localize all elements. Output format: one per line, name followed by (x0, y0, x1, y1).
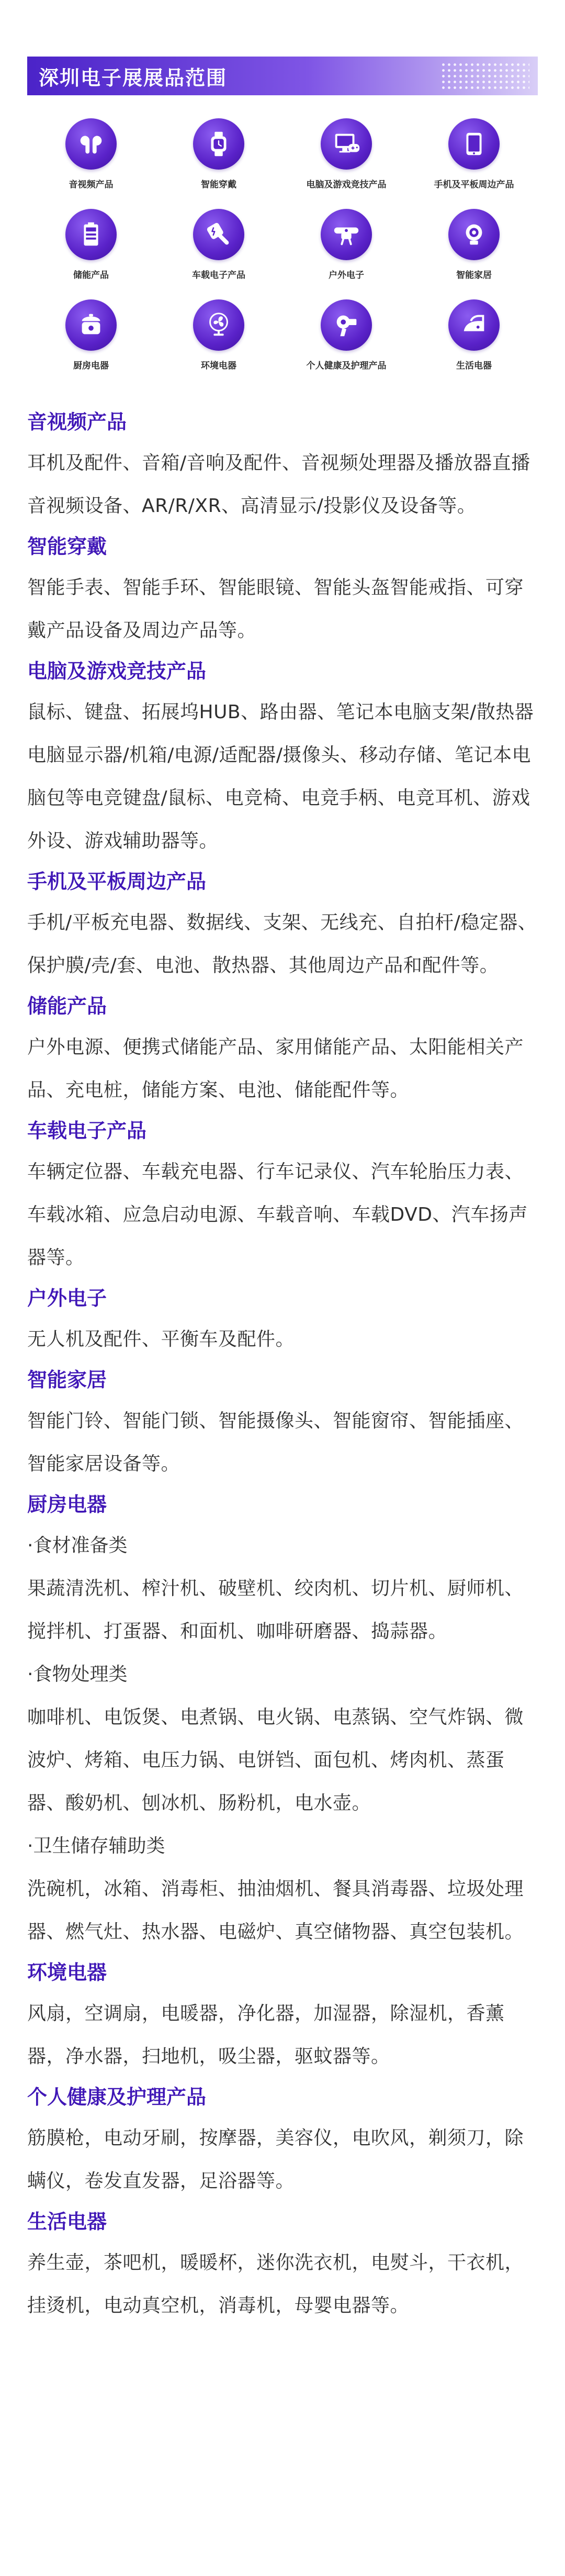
section-car-electronics (27, 1116, 538, 1279)
section-text: 手机/平板充电器、数据线、支架、无线充、自拍杆/稳定器、保护膜/壳/套、电池、散热器、其他周边产品和配件等。 (27, 912, 537, 976)
category-label: 厨房电器 (73, 361, 109, 371)
section-home-appliances (27, 2207, 538, 2327)
category-smart-home[interactable] (410, 200, 538, 291)
category-energy-storage[interactable] (27, 200, 155, 291)
category-label: 储能产品 (73, 270, 109, 281)
category-label: 音视频产品 (69, 180, 114, 190)
subsection-label: ·食材准备类 (27, 1535, 128, 1556)
section-text: 筋膜枪，电动牙刷，按摩器，美容仪，电吹风，剃须刀，除螨仪，卷发直发器，足浴器等。 (27, 2127, 524, 2192)
battery-icon (65, 209, 117, 260)
section-heading: 电脑及游戏竞技产品 (27, 660, 207, 683)
section-text: 咖啡机、电饭煲、电煮锅、电火锅、电蒸锅、空气炸锅、微波炉、烤箱、电压力锅、电饼铛、面包机、烤肉机、蒸蛋器、酸奶机、刨冰机、肠粉机，电水壶。 (27, 1707, 524, 1814)
section-heading: 智能穿戴 (27, 535, 107, 558)
category-label: 智能穿戴 (201, 180, 236, 190)
monitor-gamepad-icon (321, 118, 372, 170)
section-heading: 个人健康及护理产品 (27, 2086, 207, 2109)
section-heading: 储能产品 (27, 995, 107, 1018)
category-car-electronics[interactable] (155, 200, 282, 291)
section-wearables (27, 532, 538, 652)
earbuds-icon (65, 118, 117, 170)
category-home-appliances[interactable] (410, 291, 538, 382)
drone-icon (321, 209, 372, 260)
page-title: 深圳电子展展品范围 (39, 66, 228, 90)
iron-icon (448, 299, 500, 351)
subsection-label: ·食物处理类 (27, 1664, 128, 1685)
section-heading: 环境电器 (27, 1961, 107, 1984)
category-label: 户外电子 (329, 270, 364, 281)
section-text: 果蔬清洗机、榨汁机、破壁机、绞肉机、切片机、厨师机、搅拌机、打蛋器、和面机、咖啡研磨器、捣蒜器。 (27, 1578, 524, 1642)
category-kitchen-appliances[interactable] (27, 291, 155, 382)
section-kitchen-appliances (27, 1490, 538, 1954)
category-audio-video[interactable] (27, 110, 155, 200)
category-computer-gaming[interactable] (282, 110, 410, 200)
section-text: 洗碗机，冰箱、消毒柜、抽油烟机、餐具消毒器、垃圾处理器、燃气灶、热水器、电磁炉、真空储物器、真空包装机。 (27, 1878, 524, 1943)
section-heading: 户外电子 (27, 1287, 107, 1310)
category-label: 电脑及游戏竞技产品 (306, 180, 387, 190)
category-mobile-accessories[interactable] (410, 110, 538, 200)
car-charger-icon (193, 209, 244, 260)
category-label: 手机及平板周边产品 (434, 180, 514, 190)
section-heading: 音视频产品 (27, 410, 127, 433)
section-smart-home (27, 1365, 538, 1486)
section-text: 车辆定位器、车载充电器、行车记录仪、汽车轮胎压力表、车载冰箱、应急启动电源、车载音响、车载DVD、汽车扬声器等。 (27, 1161, 528, 1268)
category-wearables[interactable] (155, 110, 282, 200)
category-health-personal-care[interactable] (282, 291, 410, 382)
section-heading: 车载电子产品 (27, 1119, 147, 1142)
section-computer-gaming (27, 656, 538, 863)
section-heading: 厨房电器 (27, 1493, 107, 1516)
category-label: 车载电子产品 (192, 270, 245, 281)
smartwatch-icon (193, 118, 244, 170)
section-heading: 生活电器 (27, 2210, 107, 2233)
category-details (27, 403, 538, 2327)
section-environment-appliances (27, 1958, 538, 2078)
category-label: 生活电器 (456, 361, 492, 371)
section-text: 养生壶，茶吧机，暖暖杯，迷你洗衣机，电熨斗，干衣机，挂烫机，电动真空机，消毒机，母婴电器等。 (27, 2252, 524, 2316)
section-heading: 手机及平板周边产品 (27, 870, 207, 893)
category-label: 智能家居 (456, 270, 492, 281)
title-banner (27, 57, 538, 95)
section-audio-video (27, 407, 538, 528)
subsection-label: ·卫生储存辅助类 (27, 1835, 165, 1857)
category-label: 个人健康及护理产品 (306, 361, 387, 371)
tablet-icon (448, 118, 500, 170)
section-text: 风扇，空调扇，电暖器，净化器，加湿器，除湿机，香薰器，净水器，扫地机，吸尘器，驱蚊器等。 (27, 2003, 505, 2067)
section-mobile-accessories (27, 867, 538, 987)
section-text: 耳机及配件、音箱/音响及配件、音视频处理器及播放器直播音视频设备、AR/R/XR、高清显示/投影仪及设备等。 (27, 452, 530, 517)
section-text: 智能手表、智能手环、智能眼镜、智能头盔智能戒指、可穿戴产品设备及周边产品等。 (27, 577, 524, 641)
hair-dryer-icon (321, 299, 372, 351)
section-health-personal-care (27, 2082, 538, 2203)
category-icon-grid (27, 110, 538, 382)
category-label: 环境电器 (201, 361, 236, 371)
section-text: 鼠标、键盘、拓展坞HUB、路由器、笔记本电脑支架/散热器电脑显示器/机箱/电源/适配器/摄像头、移动存储、笔记本电脑包等电竞键盘/鼠标、电竞椅、电竞手柄、电竞耳机、游戏外设、游戏辅助器等。 (27, 701, 534, 852)
dot-pattern-decoration (440, 62, 529, 90)
rice-cooker-icon (65, 299, 117, 351)
camera-home-icon (448, 209, 500, 260)
category-outdoor-electronics[interactable] (282, 200, 410, 291)
section-text: 无人机及配件、平衡车及配件。 (27, 1329, 295, 1350)
section-heading: 智能家居 (27, 1368, 107, 1391)
category-environment-appliances[interactable] (155, 291, 282, 382)
section-energy-storage (27, 991, 538, 1112)
fan-icon (193, 299, 244, 351)
section-outdoor-electronics (27, 1284, 538, 1361)
section-text: 户外电源、便携式储能产品、家用储能产品、太阳能相关产品、充电桩，储能方案、电池、储能配件等。 (27, 1036, 524, 1101)
section-text: 智能门铃、智能门锁、智能摄像头、智能窗帘、智能插座、智能家居设备等。 (27, 1410, 524, 1475)
